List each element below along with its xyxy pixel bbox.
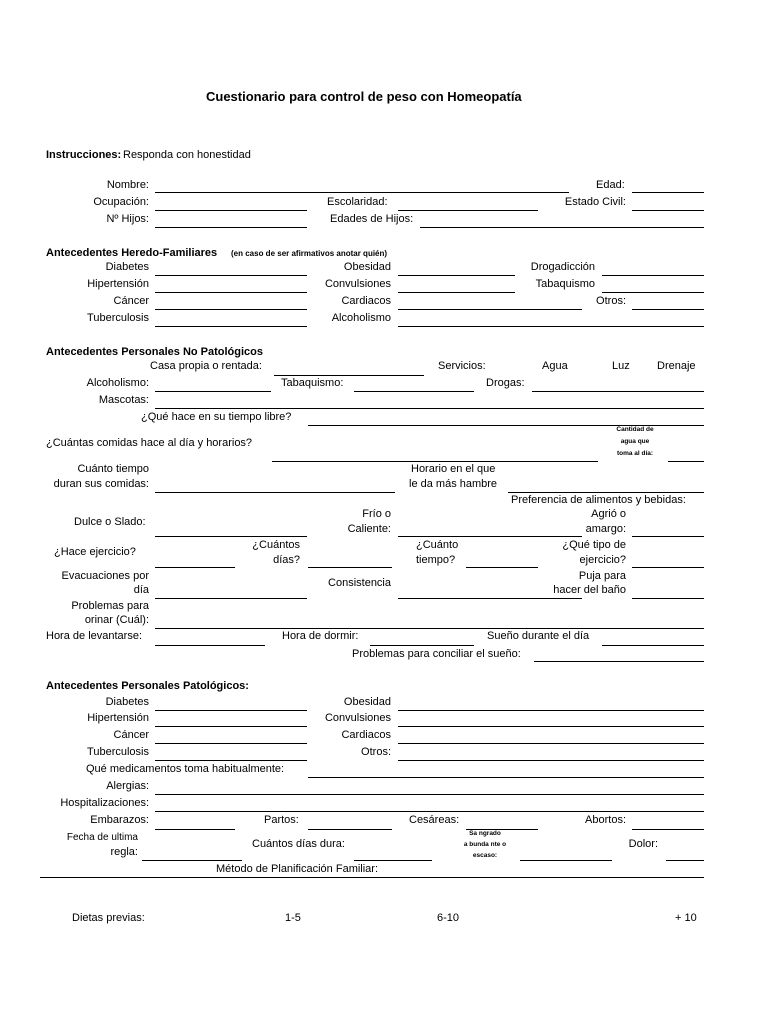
ejercicio-field[interactable] — [155, 567, 235, 568]
cuanto-tiempo-label-2: duran sus comidas: — [53, 478, 149, 490]
partos-label: Partos: — [264, 814, 299, 826]
edades-hijos-label: Edades de Hijos: — [330, 213, 414, 225]
comidas-label: ¿Cuántas comidas hace al día y horarios? — [46, 437, 253, 449]
sangrado-label-3: escaso: — [472, 852, 498, 859]
pat-cardiacos-field[interactable] — [398, 743, 704, 744]
heredo-diabetes-field[interactable] — [155, 275, 307, 276]
abortos-label: Abortos: — [585, 814, 626, 826]
servicio-agua-option[interactable]: Agua — [542, 360, 568, 372]
sueno-field[interactable] — [602, 645, 704, 646]
puja-label-2: hacer del baño — [553, 584, 626, 596]
puja-field[interactable] — [632, 598, 704, 599]
heredo-otros-field[interactable] — [632, 309, 704, 310]
heredo-tabaquismo-field[interactable] — [602, 292, 704, 293]
orinar-field[interactable] — [155, 628, 704, 629]
dulce-label: Dulce o Slado: — [74, 516, 146, 528]
heredo-diabetes-label: Diabetes — [105, 261, 149, 273]
frio-field[interactable] — [398, 536, 582, 537]
edad-field[interactable] — [632, 192, 704, 193]
servicio-drenaje-option[interactable]: Drenaje — [657, 360, 696, 372]
embarazos-field[interactable] — [155, 829, 235, 830]
planificacion-label: Método de Planificación Familiar: — [216, 863, 379, 875]
heredo-tuberculosis-field[interactable] — [155, 326, 307, 327]
instructions-text: Responda con honestidad — [123, 149, 251, 161]
pat-tuberculosis-label: Tuberculosis — [87, 746, 149, 758]
ocupacion-label: Ocupación: — [93, 196, 149, 208]
tiempo-ej-label-2: tiempo? — [416, 554, 456, 566]
conciliar-field[interactable] — [534, 661, 704, 662]
preferencia-label: Preferencia de alimentos y bebidas: — [511, 494, 686, 506]
servicios-label: Servicios: — [438, 360, 486, 372]
tiempo-ej-label-1: ¿Cuánto — [416, 539, 459, 551]
tiempo-libre-label: ¿Qué hace en su tiempo libre? — [141, 411, 292, 423]
dietas-option-mas-10[interactable]: + 10 — [675, 912, 697, 924]
ejercicio-label: ¿Hace ejercicio? — [54, 546, 136, 558]
tiempo-ej-field[interactable] — [466, 567, 538, 568]
hijos-label: Nº Hijos: — [106, 213, 149, 225]
no-pat-title: Antecedentes Personales No Patológicos — [46, 346, 264, 358]
pat-convulsiones-label: Convulsiones — [324, 712, 391, 724]
mascotas-label: Mascotas: — [98, 394, 149, 406]
dias-dura-label: Cuántos días dura: — [252, 838, 345, 850]
consistencia-field[interactable] — [398, 598, 582, 599]
hospitalizaciones-field[interactable] — [155, 811, 704, 812]
escolaridad-field[interactable] — [398, 210, 538, 211]
np-tabaquismo-field[interactable] — [354, 391, 474, 392]
partos-field[interactable] — [308, 829, 392, 830]
drogas-field[interactable] — [532, 391, 704, 392]
embarazos-label: Embarazos: — [90, 814, 149, 826]
heredo-cardiacos-label: Cardiacos — [341, 295, 391, 307]
agrio-field[interactable] — [632, 536, 704, 537]
planificacion-field[interactable] — [40, 877, 704, 878]
pat-convulsiones-field[interactable] — [398, 726, 704, 727]
sangrado-field[interactable] — [520, 860, 612, 861]
tipo-ej-field[interactable] — [632, 567, 704, 568]
heredo-cancer-label: Cáncer — [113, 295, 149, 307]
medicamentos-label: Qué medicamentos toma habitualmente: — [86, 763, 285, 775]
pat-otros-field[interactable] — [398, 760, 704, 761]
agua-label-2: agua que — [620, 438, 650, 445]
dietas-option-6-10[interactable]: 6-10 — [437, 912, 460, 924]
pat-title: Antecedentes Personales Patológicos: — [46, 680, 249, 692]
pat-cancer-label: Cáncer — [113, 729, 149, 741]
edad-label: Edad: — [596, 179, 625, 191]
dietas-option-1-5[interactable]: 1-5 — [285, 912, 301, 924]
pat-diabetes-label: Diabetes — [105, 696, 149, 708]
estado-civil-field[interactable] — [632, 210, 704, 211]
levantarse-label: Hora de levantarse: — [46, 630, 142, 642]
evacuaciones-label-2: día — [133, 584, 149, 596]
alergias-label: Alergias: — [106, 780, 149, 792]
agua-label-3: toma al día: — [616, 450, 654, 457]
orinar-label-1: Problemas para — [71, 600, 149, 612]
pat-hipertension-label: Hipertensión — [87, 712, 149, 724]
mascotas-field[interactable] — [155, 408, 704, 409]
heredo-drogadiccion-label: Drogadicción — [530, 261, 595, 273]
dias-field[interactable] — [308, 567, 392, 568]
np-tabaquismo-label: Tabaquismo: — [281, 377, 344, 389]
horario-label-1: Horario en el que — [411, 463, 496, 475]
evacuaciones-field[interactable] — [155, 598, 307, 599]
pat-otros-label: Otros: — [361, 746, 391, 758]
casa-label: Casa propia o rentada: — [150, 360, 262, 372]
heredo-convulsiones-field[interactable] — [398, 292, 515, 293]
pat-obesidad-label: Obesidad — [343, 696, 391, 708]
heredo-alcoholismo-field[interactable] — [398, 326, 704, 327]
casa-field[interactable] — [274, 375, 424, 376]
sangrado-label-1: Sa ngrado — [469, 830, 501, 837]
cesareas-label: Cesáreas: — [409, 814, 460, 826]
servicio-luz-option[interactable]: Luz — [612, 360, 630, 372]
pat-obesidad-field[interactable] — [398, 710, 704, 711]
nombre-field[interactable] — [155, 192, 569, 193]
levantarse-field[interactable] — [155, 645, 265, 646]
escolaridad-label: Escolaridad: — [327, 196, 388, 208]
hijos-field[interactable] — [155, 227, 307, 228]
heredo-convulsiones-label: Convulsiones — [324, 278, 391, 290]
estado-civil-label: Estado Civil: — [564, 196, 626, 208]
agrio-label-1: Agrió o — [591, 508, 626, 520]
sangrado-label-2: a bunda nte o — [463, 841, 507, 848]
heredo-alcoholismo-label: Alcoholismo — [331, 312, 391, 324]
agrio-label-2: amargo: — [585, 523, 626, 535]
puja-label-1: Puja para — [578, 570, 626, 582]
dormir-field[interactable] — [370, 645, 474, 646]
heredo-obesidad-label: Obesidad — [343, 261, 391, 273]
dias-label-2: días? — [273, 554, 300, 566]
alergias-field[interactable] — [155, 794, 704, 795]
regla-label-1: Fecha de ultima — [66, 832, 138, 843]
frio-label-2: Caliente: — [347, 523, 391, 535]
heredo-note: (en caso de ser afirmativos anotar quién) — [231, 249, 388, 258]
pat-tuberculosis-field[interactable] — [155, 760, 307, 761]
conciliar-label: Problemas para conciliar el sueño: — [352, 648, 521, 660]
instructions-label: Instrucciones: — [46, 149, 122, 161]
dias-dura-field[interactable] — [354, 860, 432, 861]
regla-field[interactable] — [142, 860, 242, 861]
horario-label-2: le da más hambre — [409, 478, 498, 490]
dolor-label: Dolor: — [628, 838, 658, 850]
heredo-tabaquismo-label: Tabaquismo — [535, 278, 595, 290]
heredo-title: Antecedentes Heredo-Familiares — [46, 247, 218, 259]
comidas-field[interactable] — [272, 461, 598, 462]
agua-field[interactable] — [668, 461, 704, 462]
pat-cancer-field[interactable] — [155, 743, 307, 744]
regla-label-2: regla: — [110, 846, 138, 858]
page-title: Cuestionario para control de peso con Homeopatía — [206, 89, 522, 104]
sueno-label: Sueño durante el día — [487, 630, 590, 642]
heredo-cancer-field[interactable] — [155, 309, 307, 310]
frio-label-1: Frío o — [362, 508, 391, 520]
dolor-field[interactable] — [666, 860, 704, 861]
tipo-ej-label-1: ¿Qué tipo de — [562, 539, 626, 551]
heredo-hipertension-label: Hipertensión — [87, 278, 149, 290]
evacuaciones-label-1: Evacuaciones por — [61, 570, 149, 582]
agua-label-1: Cantidad de — [616, 426, 654, 433]
heredo-drogadiccion-field[interactable] — [602, 275, 704, 276]
np-alcoholismo-field[interactable] — [155, 391, 271, 392]
abortos-field[interactable] — [632, 829, 704, 830]
orinar-label-2: orinar (Cuál): — [84, 614, 149, 626]
tipo-ej-label-2: ejercicio? — [579, 554, 626, 566]
pat-hipertension-field[interactable] — [155, 726, 307, 727]
ocupacion-field[interactable] — [155, 210, 307, 211]
heredo-cardiacos-field[interactable] — [398, 309, 582, 310]
consistencia-label: Consistencia — [328, 577, 391, 589]
edades-hijos-field[interactable] — [420, 227, 704, 228]
medicamentos-field[interactable] — [308, 777, 704, 778]
hospitalizaciones-label: Hospitalizaciones: — [60, 797, 149, 809]
pat-diabetes-field[interactable] — [155, 710, 307, 711]
heredo-otros-label: Otros: — [596, 295, 626, 307]
drogas-label: Drogas: — [486, 377, 525, 389]
cuanto-tiempo-field[interactable] — [155, 492, 395, 493]
dias-label-1: ¿Cuántos — [252, 539, 300, 551]
pat-cardiacos-label: Cardiacos — [341, 729, 391, 741]
dietas-label: Dietas previas: — [72, 912, 145, 924]
np-alcoholismo-label: Alcoholismo: — [86, 377, 149, 389]
nombre-label: Nombre: — [106, 179, 149, 191]
heredo-hipertension-field[interactable] — [155, 292, 307, 293]
cuanto-tiempo-label-1: Cuánto tiempo — [77, 463, 149, 475]
heredo-tuberculosis-label: Tuberculosis — [87, 312, 149, 324]
dulce-field[interactable] — [155, 536, 307, 537]
heredo-obesidad-field[interactable] — [398, 275, 515, 276]
dormir-label: Hora de dormir: — [282, 630, 359, 642]
horario-field[interactable] — [508, 492, 704, 493]
